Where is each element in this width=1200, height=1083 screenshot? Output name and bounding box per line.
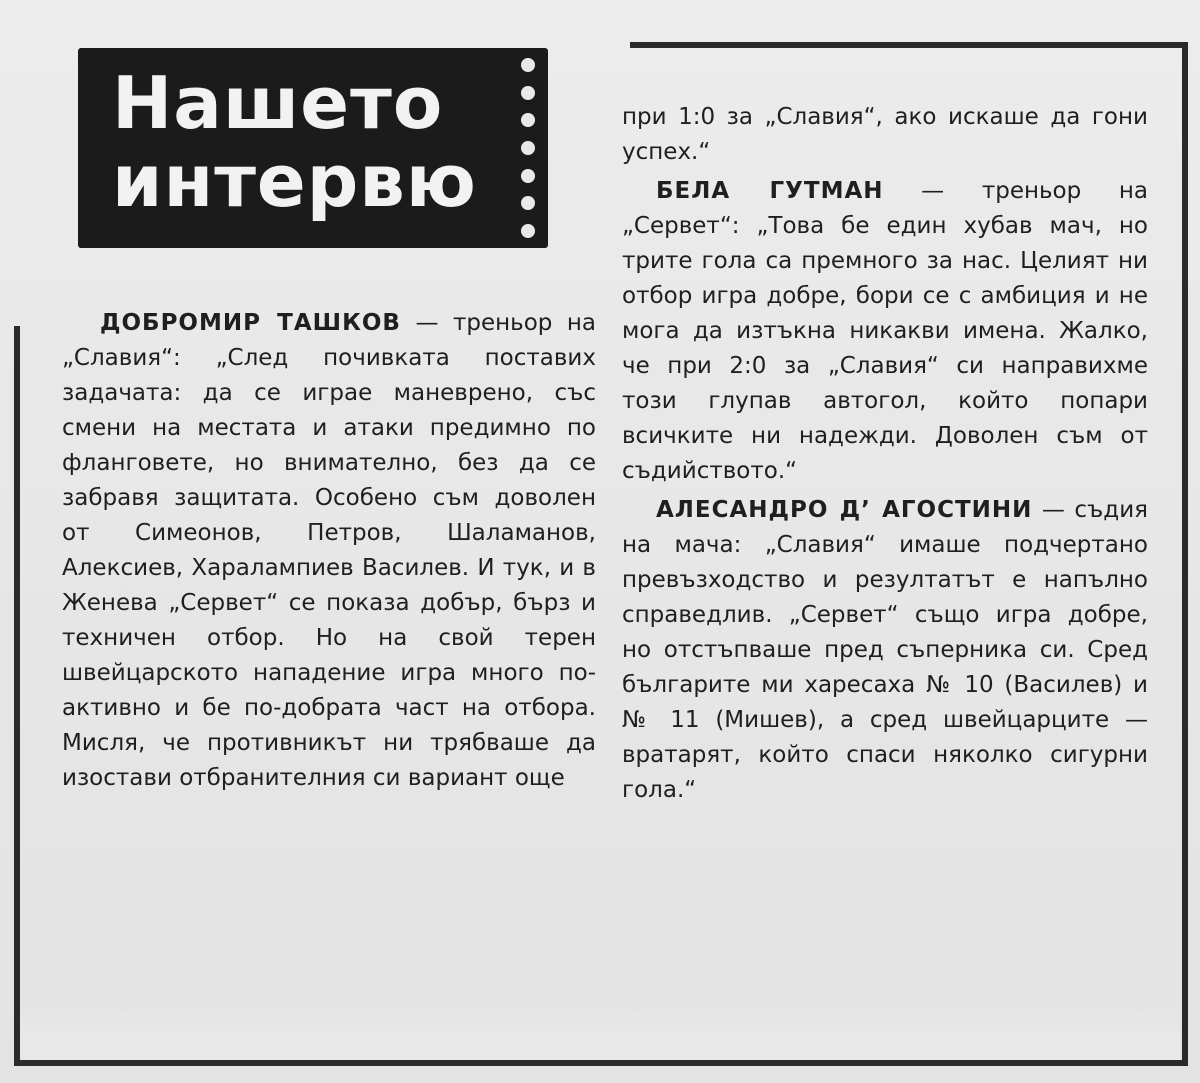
article-column-right <box>622 100 1148 812</box>
frame-rule-right <box>1182 42 1188 1066</box>
heading-filmstrip <box>78 48 548 248</box>
quote-text: — треньор на „Славия“: „След почивката поставих задачата: да се играе маневрено, със смени на местата и атаки предимно по фланговете, но внимателно, без да се забравя защитата. Особено съм доволен от Симеонов, Петров, Шаламанов, Алексиев, Харалампиев Василев. И тук, и в Женева „Сервет“ се показа добър, бърз и техничен отбор. Но на свой терен швейцарското нападение игра много по-активно и бе по-добрата част на отбора. Мисля, че противникът ни трябваше да изостави отбранителния си вариант още <box>62 310 596 791</box>
speaker-name: АЛЕСАНДРО Д’ АГОСТИНИ <box>656 497 1033 523</box>
heading-line-1: Нашето <box>112 61 444 145</box>
heading-line-2: интервю <box>112 139 477 223</box>
speaker-name: БЕЛА ГУТМАН <box>656 178 884 204</box>
film-perforation <box>521 86 535 100</box>
quote-text: — съдия на мача: „Славия“ имаше подчертано превъзходство и резултатът е напълно справедлив. „Сервет“ също игра добре, но отстъпваше пред съперника си. Сред българите ми харесаха № 10 (Василев) и № 11 (Мишев), а сред швейцарците — вратарят, който спаси няколко сигурни гола.“ <box>622 497 1148 803</box>
film-perforation <box>521 141 535 155</box>
frame-rule-bottom <box>14 1060 1188 1066</box>
film-perforation <box>521 169 535 183</box>
film-perforations <box>518 58 538 238</box>
quote-paragraph <box>622 493 1148 808</box>
quote-text: — треньор на „Сервет“: „Това бе един хубав мач, но трите гола са премного за нас. Целият ни отбор игра добре, бори се с амбиция и не мога да изтъкна никакви имена. Жалко, че при 2:0 за „Славия“ си направихме този глупав автогол, който попари всичките ни надежди. Доволен съм от съдийството.“ <box>622 178 1149 484</box>
film-perforation <box>521 58 535 72</box>
quote-paragraph <box>622 174 1148 489</box>
heading-title <box>112 61 492 223</box>
scan-fade <box>20 1002 1180 1060</box>
frame-rule-left <box>14 326 20 1066</box>
film-perforation <box>521 224 535 238</box>
speaker-name: ДОБРОМИР ТАШКОВ <box>100 310 401 336</box>
film-perforation <box>521 196 535 210</box>
quote-paragraph <box>62 306 596 796</box>
film-perforation <box>521 113 535 127</box>
continued-text: при 1:0 за „Славия“, ако искаше да гони успех.“ <box>622 104 1148 165</box>
frame-rule-top <box>630 42 1188 48</box>
article-column-left <box>62 306 596 800</box>
